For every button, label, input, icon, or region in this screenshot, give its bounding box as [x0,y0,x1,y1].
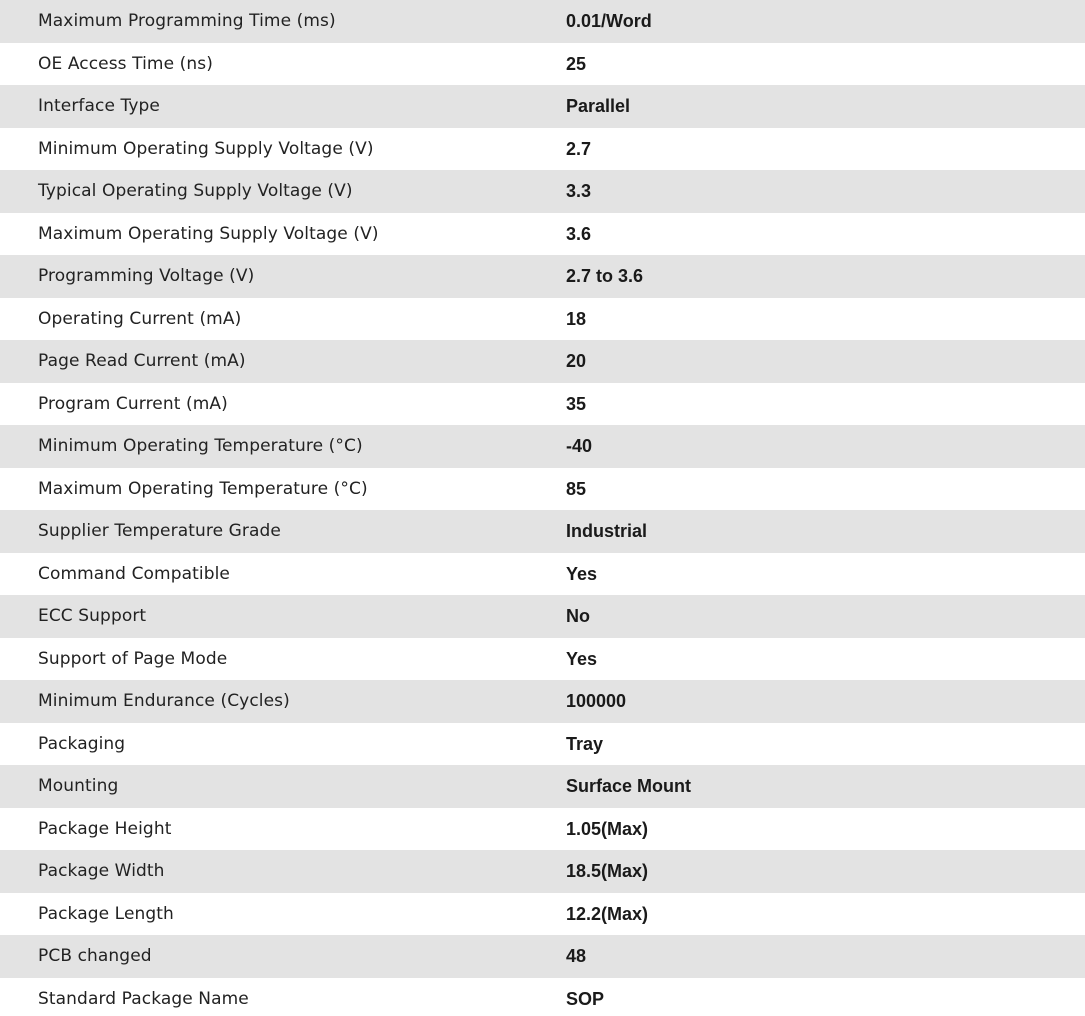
spec-label: Standard Package Name [38,988,249,1009]
spec-row [0,43,1085,86]
spec-row [0,340,1085,383]
spec-row [0,213,1085,256]
spec-row [0,808,1085,851]
spec-value: Surface Mount [566,776,692,797]
spec-label: Package Length [38,903,174,924]
spec-label: Package Height [38,818,172,839]
spec-label: Interface Type [38,96,160,117]
spec-label: Packaging [38,733,126,754]
spec-value: Parallel [566,96,631,117]
spec-label: Supplier Temperature Grade [38,521,281,542]
spec-value: 35 [566,393,587,414]
spec-label: Programming Voltage (V) [38,266,255,287]
spec-label: Minimum Operating Temperature (°C) [38,436,363,457]
spec-row [0,723,1085,766]
spec-row [0,680,1085,723]
spec-value: 2.7 [566,138,592,159]
spec-row [0,553,1085,596]
spec-label: Minimum Endurance (Cycles) [38,691,290,712]
spec-row [0,765,1085,808]
spec-value: Tray [566,733,604,754]
spec-row [0,468,1085,511]
spec-row [0,850,1085,893]
spec-row [0,85,1085,128]
spec-row [0,425,1085,468]
spec-label: ECC Support [38,606,147,627]
spec-value: Yes [566,648,598,669]
spec-value: 12.2(Max) [566,903,649,924]
spec-row [0,978,1085,1016]
spec-row [0,128,1085,171]
spec-label: Minimum Operating Supply Voltage (V) [38,138,374,159]
spec-value: Industrial [566,521,648,542]
spec-row [0,383,1085,426]
spec-value: 85 [566,478,587,499]
spec-value: 100000 [566,691,627,712]
spec-value: 48 [566,946,587,967]
spec-value: 20 [566,351,587,372]
spec-label: Support of Page Mode [38,648,228,669]
spec-label: Page Read Current (mA) [38,351,246,372]
spec-label: Operating Current (mA) [38,308,242,329]
spec-row [0,170,1085,213]
spec-row [0,510,1085,553]
spec-value: SOP [566,988,605,1009]
spec-label: Maximum Operating Temperature (°C) [38,478,368,499]
spec-row [0,638,1085,681]
spec-label: Maximum Programming Time (ms) [38,11,336,32]
spec-row [0,595,1085,638]
spec-value: No [566,606,590,627]
spec-value: Yes [566,563,598,584]
spec-label: Typical Operating Supply Voltage (V) [38,181,353,202]
spec-row [0,298,1085,341]
spec-value: 18 [566,308,587,329]
spec-value: 1.05(Max) [566,818,649,839]
spec-value: 18.5(Max) [566,861,649,882]
spec-value: 3.6 [566,223,592,244]
spec-value: 3.3 [566,181,592,202]
spec-label: PCB changed [38,946,152,967]
spec-label: Package Width [38,861,165,882]
spec-row [0,893,1085,936]
spec-label: Program Current (mA) [38,393,228,414]
spec-value: 25 [566,53,587,74]
spec-row [0,255,1085,298]
spec-label: Command Compatible [38,563,230,584]
spec-label: Mounting [38,776,119,797]
spec-row [0,935,1085,978]
spec-row [0,0,1085,43]
spec-value: 2.7 to 3.6 [566,266,644,287]
spec-value: -40 [566,436,593,457]
spec-value: 0.01/Word [566,11,652,32]
spec-label: OE Access Time (ns) [38,53,213,74]
spec-label: Maximum Operating Supply Voltage (V) [38,223,379,244]
